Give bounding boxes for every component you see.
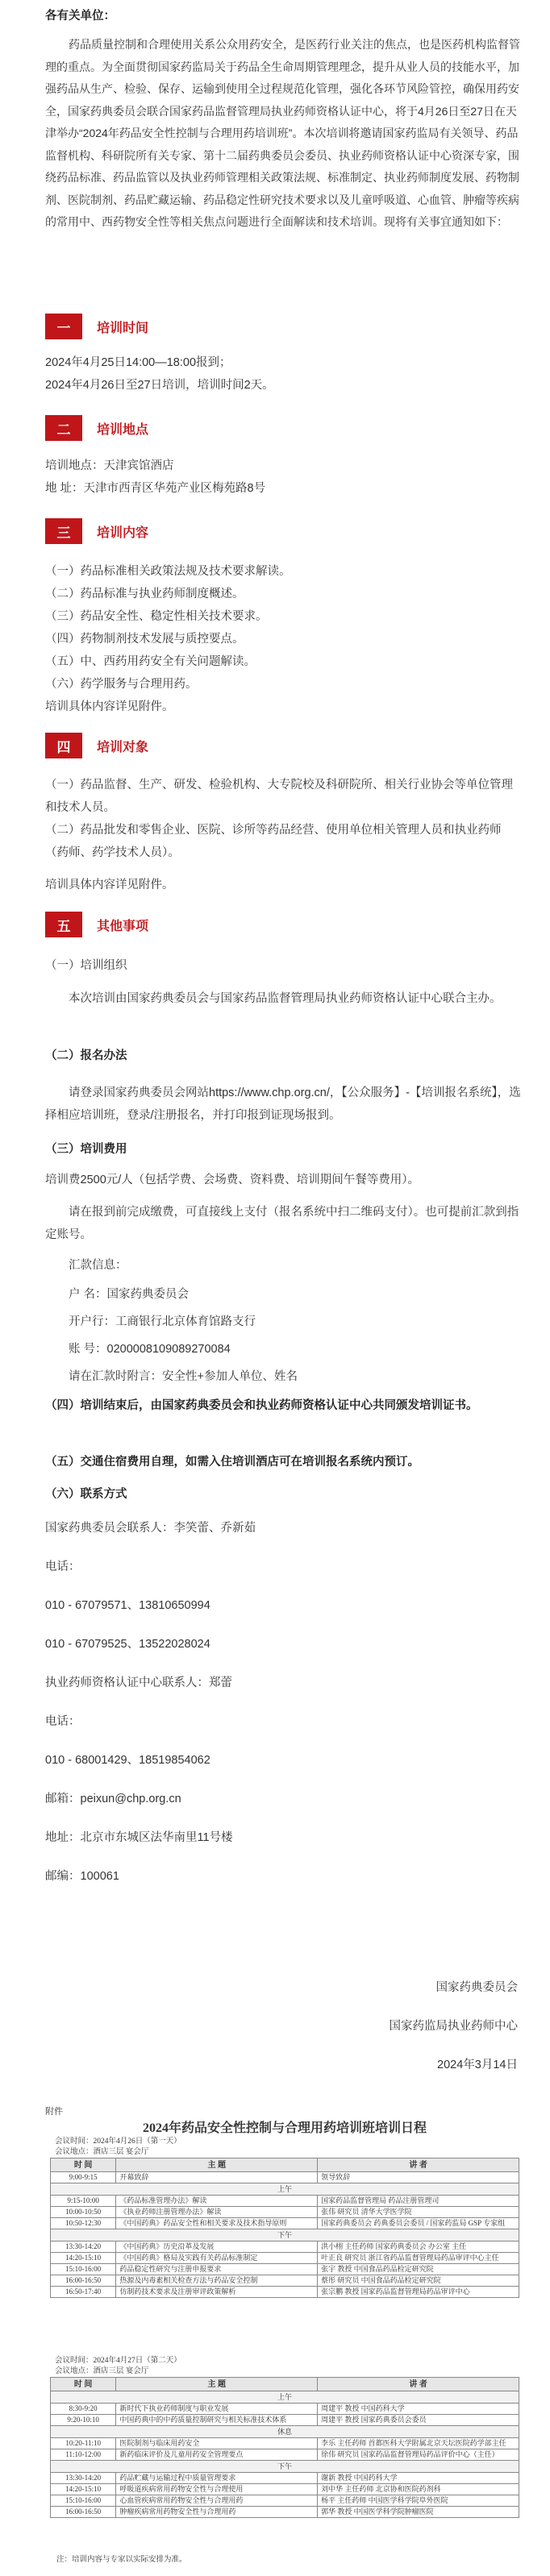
topic-cell: 《中国药典》药品安全性和相关要求及技术指导原则 — [116, 2218, 318, 2229]
speaker-cell: 领导致辞 — [318, 2172, 519, 2183]
registration-text: 请登录国家药典委员会网站https://www.chp.org.cn/，【公众服务】-【培训报名系统】，选择相应培训班，登录/注册报名，并打印报到证现场报到。 — [45, 1086, 521, 1122]
schedule-table-day-1 — [50, 2158, 519, 2298]
attachment-label: 附件 — [45, 2107, 63, 2117]
audience-item-2: （二）药品批发和零售企业、医院、诊所等药品经营、使用单位相关管理人员和执业药师（药师、药学技术人员）。 — [45, 824, 502, 859]
day-1-rows — [51, 2172, 519, 2298]
speaker-cell: 国家药典委员会 药典委员会委员 / 国家药监局 GSP 专家组 — [318, 2218, 519, 2229]
time-cell: 16:00-16:50 — [51, 2275, 116, 2287]
topic-cell: 肿瘤疾病常用药物安全性与合理用药 — [116, 2507, 318, 2518]
content-item: （五）中、西药用药安全有关问题解读。 — [45, 655, 256, 668]
content-item: （二）药品标准与执业药师制度概述。 — [45, 588, 244, 600]
time-cell: 9:20-10:10 — [51, 2415, 116, 2426]
org-title: （一）培训组织 — [45, 959, 127, 972]
topic-cell: 开幕致辞 — [116, 2172, 318, 2183]
section-title: 其他事项 — [97, 919, 149, 933]
schedule-break-row — [51, 2229, 519, 2242]
schedule-break-row — [51, 2183, 519, 2196]
speaker-cell: 周建平 教授 中国药科大学 — [318, 2404, 519, 2415]
topic-cell: 热源及内毒素相关检查方法与药品安全控制 — [116, 2275, 318, 2287]
section-number: 三 — [45, 518, 82, 544]
schedule-break-row — [51, 2426, 519, 2438]
audience-note: 培训具体内容详见附件。 — [45, 879, 174, 891]
topic-cell: 新时代下执业药师制度与职业发展 — [116, 2404, 318, 2415]
content-item: （三）药品安全性、稳定性相关技术要求。 — [45, 610, 268, 623]
section-title: 培训对象 — [97, 740, 149, 754]
signature-date: 2024年3月14日 — [437, 2059, 518, 2071]
section-number: 二 — [45, 415, 82, 441]
col-topic-header: 主 题 — [116, 2158, 318, 2172]
email: 邮箱：peixun@chp.org.cn — [45, 1793, 181, 1805]
col-time-header: 时 间 — [51, 2378, 116, 2391]
registration-title: （二）报名办法 — [45, 1049, 127, 1062]
speaker-cell: 谢新 教授 中国药科大学 — [318, 2473, 519, 2484]
break-label: 下午 — [51, 2461, 519, 2473]
time-cell: 14:20-15:10 — [51, 2253, 116, 2264]
time-cell: 16:00-16:50 — [51, 2507, 116, 2518]
schedule-title: 2024年药品安全性控制与合理用药培训班培训日程 — [142, 2121, 427, 2135]
section-number: 四 — [45, 733, 82, 758]
schedule-attachment — [45, 2100, 524, 2567]
section-header-time — [45, 313, 497, 340]
schedule-day-2 — [50, 2356, 519, 2518]
time-cell: 13:30-14:20 — [51, 2473, 116, 2484]
topic-cell: 《中国药典》格局及实践有关药品标准制定 — [116, 2253, 318, 2264]
tel-2: 010 - 68001429、18519854062 — [45, 1754, 210, 1767]
schedule-row — [51, 2207, 519, 2218]
signature-org-2: 国家药监局执业药师中心 — [389, 2020, 518, 2033]
topic-cell: 仿制药技术要求及注册审评政策解析 — [116, 2287, 318, 2298]
schedule-row — [51, 2196, 519, 2207]
topic-cell: 新药临床评价及儿童用药安全管理要点 — [116, 2449, 318, 2461]
tel-1a: 010 - 67079571、13810650994 — [45, 1599, 210, 1612]
schedule-row — [51, 2218, 519, 2229]
org-text: 本次培训由国家药典委员会与国家药品监督管理局执业药师资格认证中心联合主办。 — [69, 992, 502, 1005]
day-date: 会议时间：2024年4月27日（第二天） — [55, 2357, 181, 2365]
schedule-row — [51, 2438, 519, 2449]
speaker-cell: 杨平 主任药师 中国医学科学院阜外医院 — [318, 2495, 519, 2507]
postcode-value: 100061 — [80, 1870, 119, 1883]
speaker-cell: 洪小栩 主任药师 国家药典委员会 办公室 主任 — [318, 2242, 519, 2253]
schedule-row — [51, 2404, 519, 2415]
time-cell: 10:20-11:10 — [51, 2438, 116, 2449]
schedule-table-day-2 — [50, 2377, 519, 2518]
speaker-cell: 张伟 研究员 清华大学医学院 — [318, 2207, 519, 2218]
schedule-row — [51, 2495, 519, 2507]
tel-label-1: 电话： — [45, 1560, 81, 1573]
col-speaker-header: 讲 者 — [318, 2378, 519, 2391]
schedule-row — [51, 2264, 519, 2275]
topic-cell: 呼吸道疾病常用药物安全性与合理使用 — [116, 2484, 318, 2495]
col-topic-header: 主 题 — [116, 2378, 318, 2391]
day-2-rows — [51, 2391, 519, 2518]
lodging-text: （五）交通住宿费用自理，如需入住培训酒店可在培训报名系统内预订。 — [45, 1456, 419, 1469]
speaker-cell: 周建平 教授 国家药典委员会委员 — [318, 2415, 519, 2426]
time-cell: 10:00-10:50 — [51, 2207, 116, 2218]
time-line-1: 2024年4月25日14:00—18:00报到； — [45, 356, 231, 369]
account-number: 账 号：0200008109089270084 — [69, 1343, 231, 1356]
certificate-text: （四）培训结束后，由国家药典委员会和执业药师资格认证中心共同颁发培训证书。 — [45, 1399, 478, 1412]
content-item: （一）药品标准相关政策法规及技术要求解读。 — [45, 565, 291, 578]
contact-1: 国家药典委员会联系人：李笑蕾、乔新茹 — [45, 1522, 256, 1535]
time-cell: 13:30-14:20 — [51, 2242, 116, 2253]
location-line-2: 地 址：天津市西青区华苑产业区梅苑路8号 — [45, 482, 266, 495]
section-title: 培训时间 — [97, 321, 149, 335]
topic-cell: 《执业药师注册管理办法》解读 — [116, 2207, 318, 2218]
schedule-row — [51, 2484, 519, 2495]
topic-cell: 《中国药典》历史沿革及发展 — [116, 2242, 318, 2253]
section-header-location — [45, 414, 497, 442]
location-line-1: 培训地点：天津宾馆酒店 — [45, 459, 174, 472]
tel-label-2: 电话： — [45, 1715, 81, 1728]
section-header-content — [45, 517, 497, 545]
time-cell: 10:50-12:30 — [51, 2218, 116, 2229]
schedule-row — [51, 2242, 519, 2253]
postcode — [45, 1865, 521, 1888]
tel-1b: 010 - 67079525、13522028024 — [45, 1638, 210, 1651]
topic-cell: 中国药典中的中药质量控制研究与相关标准技术体系 — [116, 2415, 318, 2426]
schedule-row — [51, 2449, 519, 2461]
time-cell: 9:15-10:00 — [51, 2196, 116, 2207]
speaker-cell: 蔡彤 研究员 中国食品药品检定研究院 — [318, 2275, 519, 2287]
section-number: 一 — [45, 314, 82, 339]
schedule-break-row — [51, 2391, 519, 2404]
speaker-cell: 叶正良 研究员 浙江省药品监督管理局药品审评中心主任 — [318, 2253, 519, 2264]
day-venue: 会议地点：酒店三层 宴会厅 — [55, 2148, 149, 2156]
section-title: 培训内容 — [97, 526, 149, 540]
topic-cell: 医院制剂与临床用药安全 — [116, 2438, 318, 2449]
speaker-cell: 徐伟 研究员 国家药品监督管理局药品评价中心（主任） — [318, 2449, 519, 2461]
schedule-row — [51, 2172, 519, 2183]
postcode-label: 邮编： — [45, 1870, 81, 1883]
topic-cell: 心血管疾病常用药物安全性与合理用药 — [116, 2495, 318, 2507]
col-time-header: 时 间 — [51, 2158, 116, 2172]
fee-title: （三）培训费用 — [45, 1143, 127, 1156]
contact-title: （六）联系方式 — [45, 1488, 127, 1501]
speaker-cell: 张宇 教授 中国食品药品检定研究院 — [318, 2264, 519, 2275]
speaker-cell: 张宗鹏 教授 国家药品监督管理局药品审评中心 — [318, 2287, 519, 2298]
contact-2: 执业药师资格认证中心联系人：郑蕾 — [45, 1676, 232, 1689]
schedule-row — [51, 2275, 519, 2287]
break-label: 下午 — [51, 2229, 519, 2242]
schedule-row — [51, 2415, 519, 2426]
schedule-row — [51, 2473, 519, 2484]
section-header-other — [45, 911, 497, 938]
content-note: 培训具体内容详见附件。 — [45, 700, 174, 713]
break-label: 上午 — [51, 2183, 519, 2196]
address: 地址：北京市东城区法华南里11号楼 — [45, 1831, 233, 1844]
schedule-row — [51, 2287, 519, 2298]
time-cell: 16:50-17:40 — [51, 2287, 116, 2298]
signature-org-1: 国家药典委员会 — [435, 1981, 518, 1994]
day-date: 会议时间：2024年4月26日（第一天） — [55, 2138, 181, 2146]
col-speaker-header: 讲 者 — [318, 2158, 519, 2172]
break-label: 休息 — [51, 2426, 519, 2438]
time-cell: 15:10-16:00 — [51, 2495, 116, 2507]
topic-cell: 药品贮藏与运输过程中质量管理要求 — [116, 2473, 318, 2484]
speaker-cell: 国家药品监督管理局 药品注册管理司 — [318, 2196, 519, 2207]
schedule-break-row — [51, 2461, 519, 2473]
remit-title: 汇款信息： — [69, 1259, 127, 1272]
schedule-note: 注：培训内容与专家以实际安排为准。 — [56, 2556, 187, 2564]
content-item: （六）药学服务与合理用药。 — [45, 678, 198, 691]
time-cell: 9:00-9:15 — [51, 2172, 116, 2183]
speaker-cell: 刘中华 主任药师 北京协和医院药剂科 — [318, 2484, 519, 2495]
schedule-row — [51, 2253, 519, 2264]
time-line-2: 2024年4月26日至27日培训，培训时间2天。 — [45, 379, 274, 392]
salutation: 各有关单位： — [45, 10, 115, 23]
topic-cell: 《药品标准管理办法》解读 — [116, 2196, 318, 2207]
day-venue: 会议地点：酒店三层 宴会厅 — [55, 2367, 149, 2375]
bank-name: 开户行：工商银行北京体育馆路支行 — [69, 1315, 256, 1328]
payment-text: 请在报到前完成缴费，可直接线上支付（报名系统中扫二维码支付）。也可提前汇款到指定账号。 — [45, 1206, 519, 1241]
content-item: （四）药物制剂技术发展与质控要点。 — [45, 633, 244, 646]
schedule-row — [51, 2507, 519, 2518]
topic-cell: 药品稳定性研究与注册申报要求 — [116, 2264, 318, 2275]
time-cell: 8:30-9:20 — [51, 2404, 116, 2415]
speaker-cell: 郭华 教授 中国医学科学院肿瘤医院 — [318, 2507, 519, 2518]
fee-text: 培训费2500元/人（包括学费、会场费、资料费、培训期间午餐等费用）。 — [45, 1174, 420, 1186]
intro-paragraph: 药品质量控制和合理使用关系公众用药安全，是医药行业关注的焦点，也是医药机构监督管理的重点。为全面贯彻国家药监局关于药品全生命周期管理理念，提升从业人员的技能水平，加强药品从生产、检验、保存、运输到使用全过程规范化管理，强化各环节风险管控，确保用药安全，国家药典委员会联合国家药品监督管理局执业药师资格认证中心，将于4月26日至27日在天津举办“2024年药品安全性控制与合理用药培训班”。本次培训将邀请国家药监局有关领导、药品监督机构、科研院所有关专家、第十二届药典委员会委员、执业药师资格认证中心资深专家，围绕药品标准、药品监管以及执业药师管理相关政策法规、标准制定、执业药师制度发展、药物制剂、医院制剂、药品贮藏运输、药品稳定性研究技术要求以及儿童呼吸道、心血管、肿瘤等疾病的常用中、西药物安全性等相关焦点问题进行全面解读和技术培训。现将有关事宜通知如下： — [45, 38, 520, 228]
section-title: 培训地点 — [97, 422, 149, 437]
audience-item-1: （一）药品监督、生产、研发、检验机构、大专院校及科研院所、相关行业协会等单位管理和技术人员。 — [45, 779, 513, 814]
section-header-audience — [45, 732, 497, 759]
schedule-day-1 — [50, 2137, 519, 2298]
account-name: 户 名：国家药典委员会 — [69, 1288, 190, 1301]
section-number: 五 — [45, 912, 82, 937]
time-cell: 14:20-15:10 — [51, 2484, 116, 2495]
time-cell: 15:10-16:00 — [51, 2264, 116, 2275]
remit-note: 请在汇款时附言：安全性+参加人单位、姓名 — [69, 1370, 298, 1383]
time-cell: 11:10-12:00 — [51, 2449, 116, 2461]
break-label: 上午 — [51, 2391, 519, 2404]
speaker-cell: 李乐 主任药师 首都医科大学附属北京天坛医院药学部主任 — [318, 2438, 519, 2449]
